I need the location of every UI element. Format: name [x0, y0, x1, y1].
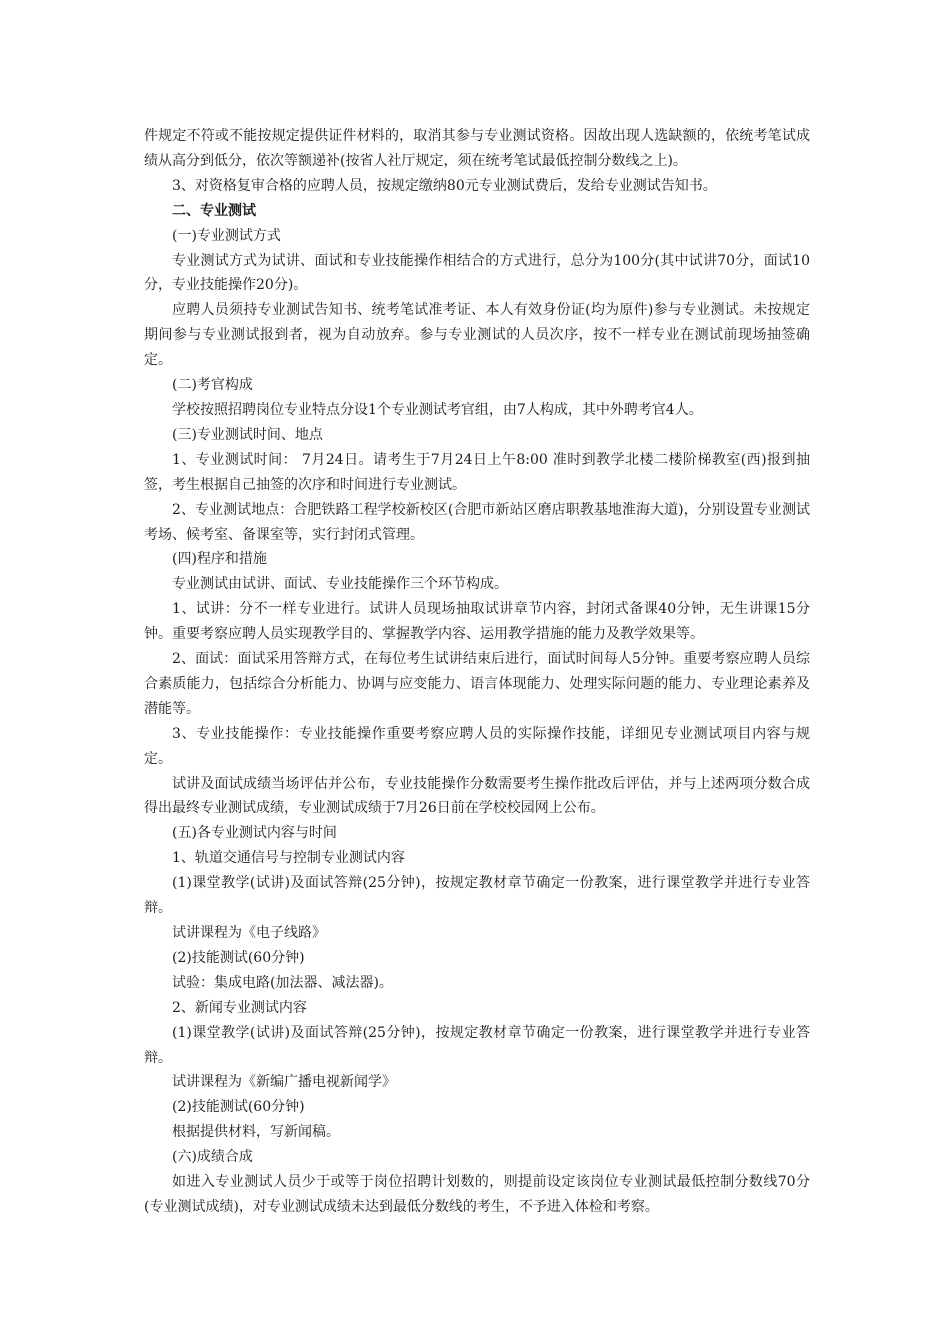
- paragraph: 2、专业测试地点：合肥铁路工程学校新校区(合肥市新站区磨店职教基地淮海大道)，分别设置专业测试考场、候考室、备课室等，实行封闭式管理。: [144, 501, 810, 543]
- subsection-heading: (三)专业测试时间、地点: [172, 426, 323, 443]
- paragraph: (1)课堂教学(试讲)及面试答辩(25分钟)，按规定教材章节确定一份教案，进行课堂教学并进行专业答辩。: [144, 1024, 810, 1066]
- paragraph: (2)技能测试(60分钟): [172, 1099, 305, 1116]
- paragraph: 根据提供材料，写新闻稿。: [172, 1124, 340, 1141]
- paragraph: 试讲课程为《新编广播电视新闻学》: [172, 1074, 396, 1091]
- section-heading: 二、专业测试: [172, 202, 256, 219]
- subsection-heading: (二)考官构成: [172, 377, 253, 394]
- paragraph: (2)技能测试(60分钟): [172, 949, 305, 966]
- paragraph: 试讲课程为《电子线路》: [172, 925, 326, 941]
- paragraph: 1、试讲：分不一样专业进行。试讲人员现场抽取试讲章节内容，封闭式备课40分钟，无生讲课15分钟。重要考察应聘人员实现教学目的、掌握教学内容、运用教学措施的能力及教学效果等。: [144, 601, 810, 643]
- subsection-heading: (六)成绩合成: [172, 1149, 253, 1166]
- subsection-heading: (五)各专业测试内容与时间: [172, 825, 337, 842]
- paragraph: 1、专业测试时间： 7月24日。请考生于7月24日上午8:00 准时到教学北楼二楼阶梯教室(西)报到抽签，考生根据自己抽签的次序和时间进行专业测试。: [144, 451, 810, 493]
- paragraph: 专业测试方式为试讲、面试和专业技能操作相结合的方式进行，总分为100分(其中试讲70分，面试10分，专业技能操作20分)。: [144, 252, 810, 294]
- subsection-heading: (一)专业测试方式: [172, 227, 281, 244]
- subsection-heading: (四)程序和措施: [172, 551, 267, 568]
- paragraph: 3、专业技能操作：专业技能操作重要考察应聘人员的实际操作技能，详细见专业测试项目内容与规定。: [144, 725, 810, 767]
- paragraph: 试讲及面试成绩当场评估并公布，专业技能操作分数需要考生操作批改后评估，并与上述两项分数合成得出最终专业测试成绩，专业测试成绩于7月26日前在学校校园网上公布。: [144, 775, 810, 817]
- paragraph: 2、面试：面试采用答辩方式，在每位考生试讲结束后进行，面试时间每人5分钟。重要考察应聘人员综合素质能力，包括综合分析能力、协调与应变能力、语言体现能力、处理实际问题的能力、专业理论素养及潜能等。: [144, 651, 810, 717]
- document-page: [144, 124, 810, 1220]
- paragraph: 应聘人员须持专业测试告知书、统考笔试准考证、本人有效身份证(均为原件)参与专业测试。未按规定期间参与专业测试报到者，视为自动放弃。参与专业测试的人员次序，按不一样专业在测试前现场抽签确定。: [144, 302, 810, 369]
- paragraph: 1、轨道交通信号与控制专业测试内容: [172, 850, 405, 867]
- paragraph: (1)课堂教学(试讲)及面试答辩(25分钟)，按规定教材章节确定一份教案，进行课堂教学并进行专业答辩。: [144, 875, 810, 917]
- paragraph: 3、对资格复审合格的应聘人员，按规定缴纳80元专业测试费后，发给专业测试告知书。: [172, 177, 717, 194]
- paragraph: 2、新闻专业测试内容: [172, 999, 307, 1016]
- paragraph: 试验：集成电路(加法器、减法器)。: [172, 974, 393, 991]
- paragraph: 件规定不符或不能按规定提供证件材料的，取消其参与专业测试资格。因故出现人选缺额的，依统考笔试成绩从高分到低分，依次等额递补(按省人社厅规定，须在统考笔试最低控制分数线之上)。: [144, 128, 810, 169]
- paragraph: 如进入专业测试人员少于或等于岗位招聘计划数的，则提前设定该岗位专业测试最低控制分数线70分(专业测试成绩)，对专业测试成绩未达到最低分数线的考生，不予进入体检和考察。: [144, 1174, 810, 1215]
- paragraph: 学校按照招聘岗位专业特点分设1个专业测试考官组，由7人构成，其中外聘考官4人。: [172, 401, 703, 418]
- paragraph: 专业测试由试讲、面试、专业技能操作三个环节构成。: [172, 576, 508, 593]
